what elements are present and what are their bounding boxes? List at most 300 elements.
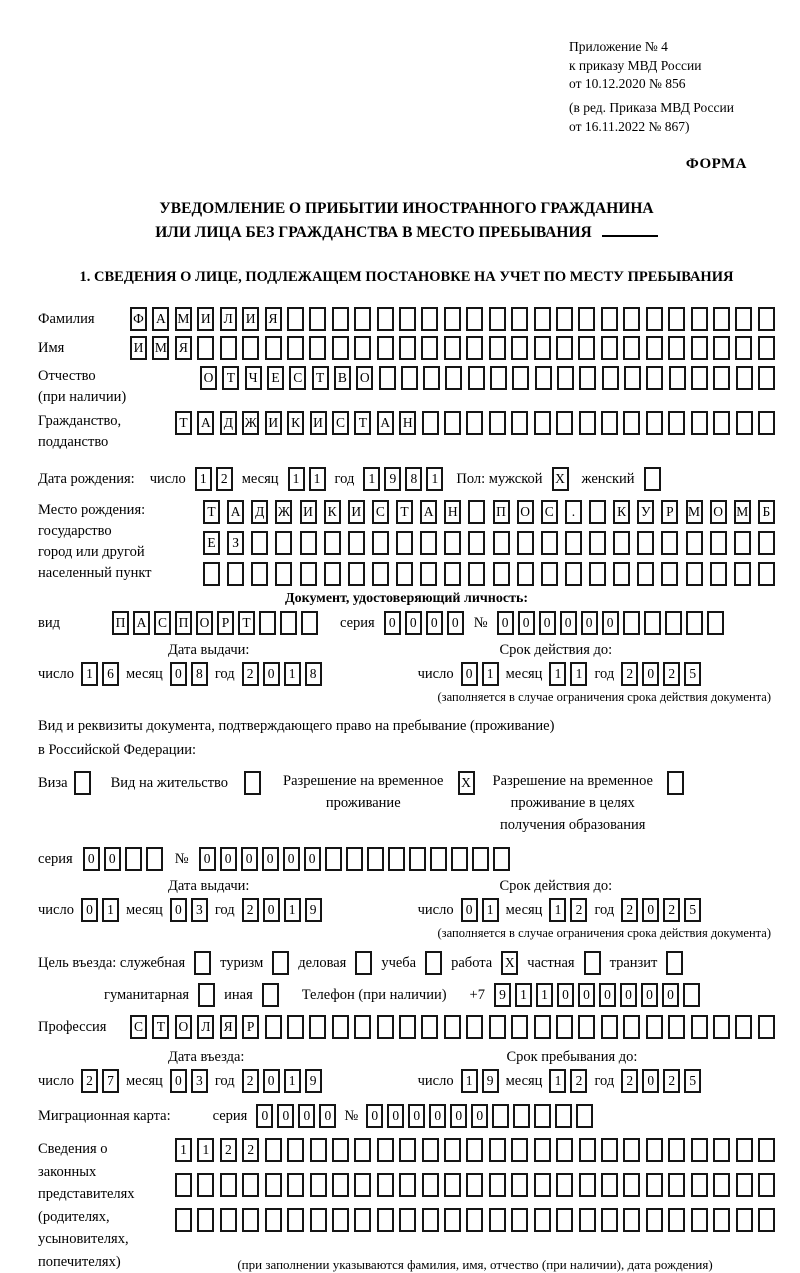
char-cell[interactable] — [579, 1138, 596, 1162]
char-cell[interactable]: 2 — [242, 662, 259, 686]
char-cell[interactable] — [420, 562, 437, 586]
char-cell[interactable] — [468, 531, 485, 555]
char-cell[interactable] — [758, 411, 775, 435]
char-cell[interactable] — [444, 411, 461, 435]
char-cell[interactable] — [423, 366, 440, 390]
char-cell[interactable] — [511, 1138, 528, 1162]
char-cell[interactable] — [758, 366, 775, 390]
char-cell[interactable]: Д — [251, 500, 268, 524]
char-cell[interactable] — [646, 1173, 663, 1197]
checkbox-temp-residence-edu[interactable] — [667, 771, 684, 795]
char-cell[interactable] — [287, 307, 304, 331]
char-cell[interactable] — [354, 336, 371, 360]
char-cell[interactable]: Д — [220, 411, 237, 435]
char-cell[interactable] — [758, 1138, 775, 1162]
char-cell[interactable] — [468, 500, 485, 524]
char-cell[interactable] — [220, 1173, 237, 1197]
char-cell[interactable]: 2 — [81, 1069, 98, 1093]
char-cell[interactable]: 1 — [81, 662, 98, 686]
char-cell[interactable]: 2 — [621, 898, 638, 922]
char-cell[interactable] — [287, 1173, 304, 1197]
char-cell[interactable] — [646, 1015, 663, 1039]
char-cell[interactable] — [265, 1138, 282, 1162]
char-cell[interactable] — [601, 1173, 618, 1197]
char-cell[interactable] — [713, 1208, 730, 1232]
char-cell[interactable]: С — [372, 500, 389, 524]
char-cell[interactable] — [444, 1138, 461, 1162]
char-cell[interactable] — [758, 307, 775, 331]
char-cell[interactable] — [346, 847, 363, 871]
char-cell[interactable]: О — [517, 500, 534, 524]
char-cell[interactable] — [399, 1138, 416, 1162]
char-cell[interactable] — [332, 1208, 349, 1232]
char-cell[interactable]: 0 — [319, 1104, 336, 1128]
char-cell[interactable] — [602, 366, 619, 390]
char-cell[interactable]: 0 — [620, 983, 637, 1007]
char-cell[interactable] — [489, 1208, 506, 1232]
char-cell[interactable] — [396, 562, 413, 586]
char-cell[interactable]: С — [130, 1015, 147, 1039]
char-cell[interactable] — [646, 307, 663, 331]
char-cell[interactable] — [332, 307, 349, 331]
char-cell[interactable]: М — [686, 500, 703, 524]
char-cell[interactable] — [637, 562, 654, 586]
char-cell[interactable]: Н — [399, 411, 416, 435]
char-cell[interactable]: А — [197, 411, 214, 435]
char-cell[interactable]: 9 — [305, 898, 322, 922]
checkbox-visa[interactable] — [74, 771, 91, 795]
char-cell[interactable] — [421, 307, 438, 331]
char-cell[interactable] — [489, 1173, 506, 1197]
char-cell[interactable]: 9 — [482, 1069, 499, 1093]
char-cell[interactable]: 0 — [277, 1104, 294, 1128]
char-cell[interactable]: 3 — [191, 898, 208, 922]
char-cell[interactable] — [541, 531, 558, 555]
checkbox-work[interactable]: X — [501, 951, 518, 975]
char-cell[interactable] — [332, 1138, 349, 1162]
char-cell[interactable] — [466, 336, 483, 360]
char-cell[interactable]: 1 — [288, 467, 305, 491]
char-cell[interactable] — [348, 531, 365, 555]
char-cell[interactable] — [601, 336, 618, 360]
char-cell[interactable]: К — [287, 411, 304, 435]
char-cell[interactable]: 0 — [642, 1069, 659, 1093]
checkbox-official[interactable] — [194, 951, 211, 975]
char-cell[interactable]: Т — [222, 366, 239, 390]
char-cell[interactable]: 1 — [549, 898, 566, 922]
char-cell[interactable]: 2 — [242, 898, 259, 922]
char-cell[interactable] — [399, 1208, 416, 1232]
char-cell[interactable]: 0 — [602, 611, 619, 635]
char-cell[interactable] — [377, 1208, 394, 1232]
char-cell[interactable] — [421, 336, 438, 360]
char-cell[interactable] — [736, 1173, 753, 1197]
char-cell[interactable] — [579, 366, 596, 390]
char-cell[interactable] — [377, 1138, 394, 1162]
char-cell[interactable] — [324, 531, 341, 555]
char-cell[interactable] — [300, 531, 317, 555]
char-cell[interactable] — [623, 1208, 640, 1232]
char-cell[interactable] — [309, 336, 326, 360]
char-cell[interactable] — [601, 1208, 618, 1232]
char-cell[interactable]: 5 — [684, 1069, 701, 1093]
char-cell[interactable] — [377, 1015, 394, 1039]
char-cell[interactable] — [399, 336, 416, 360]
char-cell[interactable] — [287, 1208, 304, 1232]
char-cell[interactable]: К — [613, 500, 630, 524]
char-cell[interactable] — [623, 411, 640, 435]
char-cell[interactable] — [683, 983, 700, 1007]
char-cell[interactable] — [197, 336, 214, 360]
checkbox-female[interactable] — [644, 467, 661, 491]
char-cell[interactable] — [601, 411, 618, 435]
char-cell[interactable]: Р — [242, 1015, 259, 1039]
char-cell[interactable] — [379, 366, 396, 390]
char-cell[interactable] — [686, 562, 703, 586]
char-cell[interactable] — [665, 611, 682, 635]
char-cell[interactable] — [646, 366, 663, 390]
char-cell[interactable]: И — [348, 500, 365, 524]
char-cell[interactable] — [489, 1138, 506, 1162]
char-cell[interactable]: 2 — [663, 1069, 680, 1093]
char-cell[interactable]: 0 — [304, 847, 321, 871]
char-cell[interactable] — [668, 1208, 685, 1232]
char-cell[interactable] — [736, 366, 753, 390]
char-cell[interactable] — [324, 562, 341, 586]
char-cell[interactable] — [556, 336, 573, 360]
char-cell[interactable]: 0 — [450, 1104, 467, 1128]
char-cell[interactable] — [589, 562, 606, 586]
char-cell[interactable]: 1 — [570, 662, 587, 686]
char-cell[interactable]: Т — [396, 500, 413, 524]
char-cell[interactable]: 1 — [482, 662, 499, 686]
char-cell[interactable] — [556, 1173, 573, 1197]
char-cell[interactable]: 0 — [220, 847, 237, 871]
char-cell[interactable] — [668, 336, 685, 360]
char-cell[interactable] — [489, 411, 506, 435]
char-cell[interactable]: 0 — [497, 611, 514, 635]
char-cell[interactable] — [197, 1173, 214, 1197]
char-cell[interactable]: 0 — [263, 1069, 280, 1093]
char-cell[interactable] — [517, 562, 534, 586]
char-cell[interactable] — [644, 611, 661, 635]
char-cell[interactable]: А — [227, 500, 244, 524]
char-cell[interactable] — [280, 611, 297, 635]
char-cell[interactable] — [556, 1208, 573, 1232]
char-cell[interactable] — [354, 1138, 371, 1162]
char-cell[interactable] — [713, 1015, 730, 1039]
char-cell[interactable] — [579, 411, 596, 435]
char-cell[interactable] — [466, 1173, 483, 1197]
char-cell[interactable]: 1 — [284, 662, 301, 686]
char-cell[interactable]: С — [541, 500, 558, 524]
char-cell[interactable]: 5 — [684, 662, 701, 686]
char-cell[interactable] — [511, 1173, 528, 1197]
char-cell[interactable] — [444, 307, 461, 331]
char-cell[interactable]: 2 — [570, 1069, 587, 1093]
char-cell[interactable] — [623, 1173, 640, 1197]
char-cell[interactable]: 2 — [242, 1069, 259, 1093]
char-cell[interactable]: 0 — [405, 611, 422, 635]
char-cell[interactable] — [637, 531, 654, 555]
char-cell[interactable] — [534, 1208, 551, 1232]
char-cell[interactable] — [735, 1015, 752, 1039]
char-cell[interactable]: М — [175, 307, 192, 331]
char-cell[interactable]: А — [377, 411, 394, 435]
char-cell[interactable] — [576, 1104, 593, 1128]
char-cell[interactable] — [310, 1208, 327, 1232]
char-cell[interactable]: И — [265, 411, 282, 435]
char-cell[interactable]: Е — [203, 531, 220, 555]
char-cell[interactable]: 0 — [387, 1104, 404, 1128]
char-cell[interactable]: 0 — [263, 662, 280, 686]
char-cell[interactable] — [422, 1173, 439, 1197]
char-cell[interactable] — [713, 307, 730, 331]
char-cell[interactable] — [489, 307, 506, 331]
char-cell[interactable] — [613, 562, 630, 586]
char-cell[interactable] — [489, 1015, 506, 1039]
char-cell[interactable] — [541, 562, 558, 586]
char-cell[interactable] — [287, 1015, 304, 1039]
char-cell[interactable] — [534, 336, 551, 360]
char-cell[interactable] — [354, 1015, 371, 1039]
char-cell[interactable] — [388, 847, 405, 871]
char-cell[interactable]: К — [324, 500, 341, 524]
char-cell[interactable] — [710, 562, 727, 586]
char-cell[interactable] — [146, 847, 163, 871]
char-cell[interactable]: 9 — [494, 983, 511, 1007]
char-cell[interactable]: . — [565, 500, 582, 524]
char-cell[interactable]: А — [420, 500, 437, 524]
char-cell[interactable] — [758, 531, 775, 555]
char-cell[interactable] — [301, 611, 318, 635]
char-cell[interactable]: С — [332, 411, 349, 435]
char-cell[interactable] — [287, 336, 304, 360]
char-cell[interactable]: Т — [175, 411, 192, 435]
char-cell[interactable] — [707, 611, 724, 635]
char-cell[interactable] — [421, 1015, 438, 1039]
char-cell[interactable]: Е — [267, 366, 284, 390]
char-cell[interactable] — [512, 366, 529, 390]
char-cell[interactable]: 6 — [102, 662, 119, 686]
char-cell[interactable]: 1 — [461, 1069, 478, 1093]
char-cell[interactable]: 0 — [426, 611, 443, 635]
char-cell[interactable] — [534, 1173, 551, 1197]
char-cell[interactable] — [511, 1208, 528, 1232]
char-cell[interactable] — [490, 366, 507, 390]
char-cell[interactable]: 1 — [549, 662, 566, 686]
char-cell[interactable] — [623, 307, 640, 331]
char-cell[interactable]: Ч — [245, 366, 262, 390]
char-cell[interactable]: 0 — [599, 983, 616, 1007]
char-cell[interactable] — [197, 1208, 214, 1232]
char-cell[interactable] — [668, 1138, 685, 1162]
char-cell[interactable] — [332, 336, 349, 360]
char-cell[interactable] — [175, 1173, 192, 1197]
char-cell[interactable] — [444, 1208, 461, 1232]
char-cell[interactable]: П — [493, 500, 510, 524]
char-cell[interactable] — [372, 562, 389, 586]
char-cell[interactable]: 0 — [461, 662, 478, 686]
char-cell[interactable]: Я — [265, 307, 282, 331]
checkbox-transit[interactable] — [666, 951, 683, 975]
char-cell[interactable]: 1 — [536, 983, 553, 1007]
checkbox-other[interactable] — [262, 983, 279, 1007]
char-cell[interactable]: 0 — [170, 898, 187, 922]
char-cell[interactable]: 8 — [305, 662, 322, 686]
char-cell[interactable] — [511, 1015, 528, 1039]
char-cell[interactable]: 0 — [170, 1069, 187, 1093]
char-cell[interactable] — [275, 562, 292, 586]
char-cell[interactable] — [310, 1173, 327, 1197]
char-cell[interactable] — [646, 1208, 663, 1232]
char-cell[interactable]: 9 — [305, 1069, 322, 1093]
char-cell[interactable]: 0 — [366, 1104, 383, 1128]
char-cell[interactable] — [451, 847, 468, 871]
char-cell[interactable]: Ж — [242, 411, 259, 435]
char-cell[interactable] — [489, 336, 506, 360]
char-cell[interactable] — [758, 1015, 775, 1039]
char-cell[interactable]: И — [197, 307, 214, 331]
char-cell[interactable] — [758, 562, 775, 586]
char-cell[interactable] — [242, 336, 259, 360]
char-cell[interactable] — [661, 562, 678, 586]
char-cell[interactable] — [734, 531, 751, 555]
char-cell[interactable]: 0 — [408, 1104, 425, 1128]
char-cell[interactable] — [468, 562, 485, 586]
char-cell[interactable] — [409, 847, 426, 871]
char-cell[interactable] — [534, 1138, 551, 1162]
char-cell[interactable]: 3 — [191, 1069, 208, 1093]
char-cell[interactable] — [354, 1173, 371, 1197]
char-cell[interactable] — [710, 531, 727, 555]
char-cell[interactable]: А — [133, 611, 150, 635]
char-cell[interactable] — [242, 1208, 259, 1232]
char-cell[interactable] — [372, 531, 389, 555]
checkbox-humanitarian[interactable] — [198, 983, 215, 1007]
char-cell[interactable]: 0 — [560, 611, 577, 635]
char-cell[interactable] — [367, 847, 384, 871]
char-cell[interactable] — [565, 562, 582, 586]
char-cell[interactable] — [265, 1015, 282, 1039]
char-cell[interactable]: 2 — [621, 1069, 638, 1093]
char-cell[interactable]: 1 — [426, 467, 443, 491]
char-cell[interactable]: 1 — [363, 467, 380, 491]
char-cell[interactable] — [377, 336, 394, 360]
char-cell[interactable] — [300, 562, 317, 586]
char-cell[interactable] — [691, 1173, 708, 1197]
char-cell[interactable] — [396, 531, 413, 555]
char-cell[interactable]: Я — [220, 1015, 237, 1039]
checkbox-residence-permit[interactable] — [244, 771, 261, 795]
char-cell[interactable]: И — [130, 336, 147, 360]
char-cell[interactable]: О — [196, 611, 213, 635]
char-cell[interactable] — [348, 562, 365, 586]
char-cell[interactable]: И — [300, 500, 317, 524]
char-cell[interactable] — [534, 1104, 551, 1128]
char-cell[interactable] — [377, 307, 394, 331]
char-cell[interactable] — [557, 366, 574, 390]
char-cell[interactable] — [309, 1015, 326, 1039]
char-cell[interactable] — [691, 366, 708, 390]
char-cell[interactable] — [613, 531, 630, 555]
char-cell[interactable] — [354, 307, 371, 331]
char-cell[interactable] — [691, 1015, 708, 1039]
char-cell[interactable] — [511, 307, 528, 331]
char-cell[interactable]: 1 — [197, 1138, 214, 1162]
char-cell[interactable]: 8 — [191, 662, 208, 686]
char-cell[interactable] — [310, 1138, 327, 1162]
char-cell[interactable] — [444, 562, 461, 586]
char-cell[interactable]: 1 — [102, 898, 119, 922]
char-cell[interactable]: И — [310, 411, 327, 435]
char-cell[interactable]: 9 — [384, 467, 401, 491]
char-cell[interactable] — [125, 847, 142, 871]
char-cell[interactable] — [534, 307, 551, 331]
char-cell[interactable] — [265, 1173, 282, 1197]
char-cell[interactable] — [734, 562, 751, 586]
char-cell[interactable] — [556, 307, 573, 331]
char-cell[interactable] — [444, 1015, 461, 1039]
char-cell[interactable] — [578, 336, 595, 360]
char-cell[interactable]: 1 — [195, 467, 212, 491]
char-cell[interactable]: 2 — [663, 898, 680, 922]
char-cell[interactable] — [736, 411, 753, 435]
char-cell[interactable] — [579, 1208, 596, 1232]
char-cell[interactable] — [492, 1104, 509, 1128]
char-cell[interactable] — [713, 1173, 730, 1197]
char-cell[interactable]: 2 — [570, 898, 587, 922]
checkbox-temp-residence[interactable]: X — [458, 771, 475, 795]
char-cell[interactable] — [493, 562, 510, 586]
char-cell[interactable] — [646, 1138, 663, 1162]
char-cell[interactable] — [445, 366, 462, 390]
char-cell[interactable] — [242, 1173, 259, 1197]
char-cell[interactable]: 0 — [81, 898, 98, 922]
char-cell[interactable]: 5 — [684, 898, 701, 922]
char-cell[interactable]: М — [734, 500, 751, 524]
char-cell[interactable] — [691, 1208, 708, 1232]
char-cell[interactable] — [668, 1015, 685, 1039]
char-cell[interactable]: 0 — [641, 983, 658, 1007]
char-cell[interactable]: 2 — [220, 1138, 237, 1162]
char-cell[interactable] — [517, 531, 534, 555]
char-cell[interactable]: Л — [197, 1015, 214, 1039]
char-cell[interactable] — [511, 411, 528, 435]
char-cell[interactable] — [420, 531, 437, 555]
char-cell[interactable] — [579, 1173, 596, 1197]
char-cell[interactable] — [556, 1138, 573, 1162]
char-cell[interactable] — [556, 1015, 573, 1039]
char-cell[interactable] — [332, 1173, 349, 1197]
char-cell[interactable]: 0 — [83, 847, 100, 871]
char-cell[interactable] — [736, 1208, 753, 1232]
char-cell[interactable]: 1 — [284, 898, 301, 922]
char-cell[interactable]: Т — [238, 611, 255, 635]
char-cell[interactable]: 0 — [557, 983, 574, 1007]
char-cell[interactable] — [623, 1138, 640, 1162]
char-cell[interactable]: А — [152, 307, 169, 331]
char-cell[interactable] — [601, 1015, 618, 1039]
char-cell[interactable] — [259, 611, 276, 635]
char-cell[interactable]: О — [356, 366, 373, 390]
char-cell[interactable]: 0 — [581, 611, 598, 635]
char-cell[interactable]: П — [175, 611, 192, 635]
char-cell[interactable]: В — [334, 366, 351, 390]
char-cell[interactable] — [589, 531, 606, 555]
char-cell[interactable] — [399, 1173, 416, 1197]
char-cell[interactable]: Ф — [130, 307, 147, 331]
